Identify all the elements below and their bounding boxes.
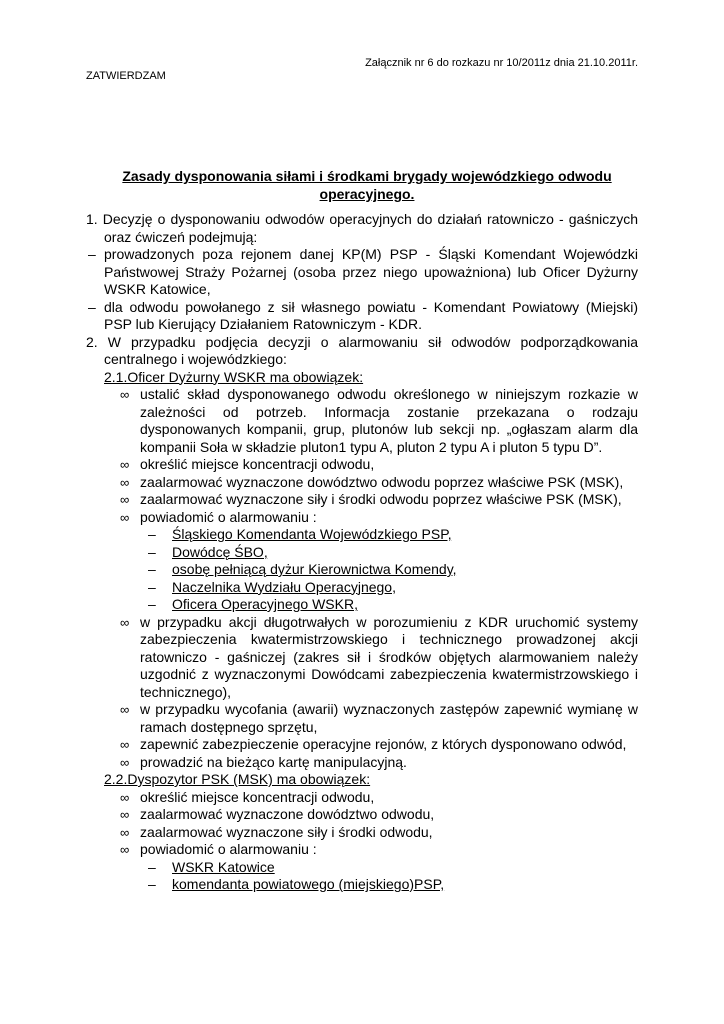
dash-marker: – — [148, 858, 156, 875]
notify-item-text: Śląskiego Komendanta Wojewódzkiego PSP, — [172, 526, 452, 542]
point-2: 2. W przypadku podjęcia decyzji o alarmowaniu sił odwodów podporządkowania centralnego i wojewódzkiego: — [86, 333, 638, 367]
point-1: 1. Decyzję o dysponowaniu odwodów operacyjnych do działań ratowniczo - gaśniczych oraz ćwiczeń podejmują: — [86, 211, 638, 245]
dash-marker: – — [148, 596, 156, 612]
notify-item-text: Dowódcę ŚBO, — [172, 543, 268, 560]
infinity-marker: ∞ — [120, 789, 130, 805]
notify-item — [86, 526, 638, 544]
list-item-text: powiadomić o alarmowaniu : — [140, 508, 317, 525]
list-item — [86, 246, 638, 299]
infinity-marker: ∞ — [120, 614, 130, 630]
list-item-text: w przypadku wycofania (awarii) wyznaczonych zastępów zapewnić wymianę w ramach dostępnego sprzętu, — [140, 701, 638, 735]
section-heading-text: 2.2.Dyspozytor PSK (MSK) ma obowiązek: — [104, 771, 371, 787]
notify-item-text: osobę pełniącą dyżur Kierownictwa Komendy, — [172, 561, 457, 577]
notify-item — [86, 561, 638, 579]
dash-marker: – — [148, 578, 156, 595]
notify-item — [86, 579, 638, 597]
list-item-text: zaalarmować wyznaczone siły i środki odwodu poprzez właściwe PSK (MSK), — [140, 491, 622, 507]
section-heading-text: 2.1.Oficer Dyżurny WSKR ma obowiązek: — [104, 368, 364, 385]
section-2-2-heading — [86, 771, 638, 789]
notify-item — [86, 876, 638, 894]
infinity-marker: ∞ — [120, 842, 130, 857]
attachment-note: Załącznik nr 6 do rozkazu nr 10/2011z dnia 21.10.2011r. — [365, 57, 638, 69]
approval-label: ZATWIERDZAM — [86, 70, 166, 82]
dash-marker: – — [148, 876, 156, 892]
list-item — [86, 754, 638, 772]
list-item-text: ustalić skład dysponowanego odwodu określonego w niniejszym rozkazie w zależności od potrzeb. Informacja zostanie przekazana o rodzaju dysponowanych kompanii, grup, plutonów lub sekcji np. „ogłaszam alarm dla kompanii Soła w składzie pluton1 typu A, pluton 2 typu A i pluton 5 typu D”. — [140, 386, 638, 455]
list-item-text: w przypadku akcji długotrwałych w porozumieniu z KDR uruchomić systemy zabezpieczenia kwatermistrzowskiego i technicznego prowadzonej akcji ratowniczo - gaśniczej (zakres sił i środków objętych alarmowaniem należy uzgodnić z wyznaczonymi Dowódcami zabezpieczenia kwatermistrzowskiego i technicznego), — [140, 613, 638, 700]
infinity-marker: ∞ — [120, 754, 130, 770]
infinity-marker: ∞ — [120, 509, 130, 525]
list-item — [86, 456, 638, 474]
list-item — [86, 474, 638, 492]
infinity-marker: ∞ — [120, 457, 130, 472]
notify-item — [86, 544, 638, 562]
list-item — [86, 509, 638, 527]
list-item-text: prowadzonych poza rejonem danej KP(M) PSP - Śląski Komendant Wojewódzki Państwowej Straży Pożarnej (osoba przez niego upoważniona) lub Oficer Dyżurny WSKR Katowice, — [104, 246, 638, 297]
infinity-marker: ∞ — [120, 492, 130, 507]
document-title: Zasady dysponowania siłami i środkami brygady wojewódzkiego odwodu operacyjnego. — [122, 168, 612, 202]
notify-item-text: WSKR Katowice — [172, 858, 275, 875]
list-item — [86, 701, 638, 736]
list-item-text: określić miejsce koncentracji odwodu, — [140, 788, 375, 805]
list-item — [86, 789, 638, 807]
list-item-text: zaalarmować wyznaczone dowództwo odwodu poprzez właściwe PSK (MSK), — [140, 473, 624, 490]
infinity-marker: ∞ — [120, 807, 130, 822]
list-item — [86, 841, 638, 859]
notify-item-text: Naczelnika Wydziału Operacyjnego, — [172, 578, 396, 595]
list-item — [86, 299, 638, 334]
infinity-marker: ∞ — [120, 474, 130, 490]
list-item — [86, 386, 638, 456]
list-item — [86, 824, 638, 842]
infinity-marker: ∞ — [120, 737, 130, 752]
section-2-1-heading — [86, 369, 638, 387]
infinity-marker: ∞ — [120, 824, 130, 840]
list-item-text: zapewnić zabezpieczenie operacyjne rejonów, z których dysponowano odwód, — [140, 736, 627, 752]
infinity-marker: ∞ — [120, 387, 130, 402]
list-item-text: dla odwodu powołanego z sił własnego powiatu - Komendant Powiatowy (Miejski) PSP lub Kierujący Działaniem Ratowniczym - KDR. — [104, 298, 638, 332]
notify-item — [86, 596, 638, 614]
list-item-text: prowadzić na bieżąco kartę manipulacyjną. — [140, 753, 407, 770]
list-item-text: określić miejsce koncentracji odwodu, — [140, 456, 375, 472]
notify-item-text: Oficera Operacyjnego WSKR, — [172, 596, 358, 612]
notify-item — [86, 859, 638, 877]
list-item — [86, 736, 638, 754]
document-body — [86, 211, 638, 894]
list-item-text: powiadomić o alarmowaniu : — [140, 841, 317, 857]
list-item — [86, 491, 638, 509]
dash-marker: – — [148, 561, 156, 577]
list-item — [86, 806, 638, 824]
notify-item-text: komendanta powiatowego (miejskiego)PSP, — [172, 876, 445, 892]
dash-marker: – — [148, 543, 156, 560]
list-item-text: zaalarmować wyznaczone dowództwo odwodu, — [140, 806, 435, 822]
list-item-text: zaalarmować wyznaczone siły i środki odwodu, — [140, 823, 433, 840]
dash-marker: – — [148, 526, 156, 542]
dash-marker: – — [88, 246, 96, 262]
dash-marker: – — [88, 298, 96, 315]
list-item — [86, 614, 638, 702]
infinity-marker: ∞ — [120, 702, 130, 717]
